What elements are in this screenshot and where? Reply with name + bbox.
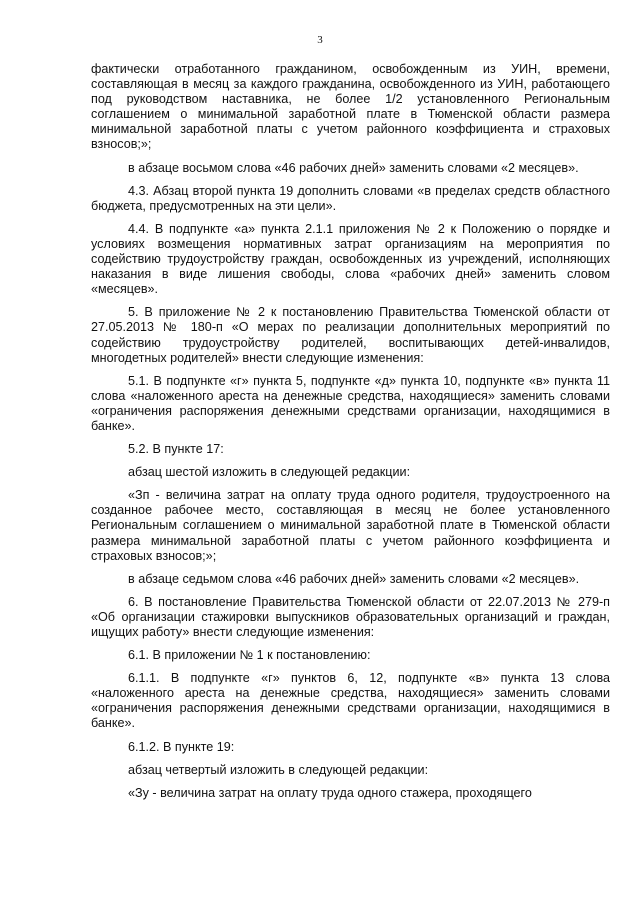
- paragraph-5: 5. В приложение № 2 к постановлению Правительства Тюменской области от 27.05.2013 № 180-п «О мерах по реализации дополнительных мероприятий по содействию трудоустройству родителей, воспитывающих детей-инвалидов, многодетных родителей» внести следующие изменения:: [91, 305, 610, 365]
- paragraph-5-1: 5.1. В подпункте «г» пункта 5, подпункте «д» пункта 10, подпункте «в» пункта 11 слова «наложенного ареста на денежные средства, находящиеся» заменить словами «ограничения распоряжения денежными средствами организации, находящимися в банке».: [91, 373, 610, 433]
- paragraph-6-1-1: 6.1.1. В подпункте «г» пунктов 6, 12, подпункте «в» пункта 13 слова «наложенного ареста на денежные средства, находящиеся» заменить словами «ограничения распоряжения денежными средствами организации, находящимися в банке».: [91, 671, 610, 731]
- paragraph: абзац шестой изложить в следующей редакции:: [128, 465, 411, 480]
- paragraph-continuation: фактически отработанного гражданином, освобожденным из УИН, времени, составляющая в месяц за каждого гражданина, освобожденного из УИН, работающего под руководством наставника, не более 1/2 установленного Региональным соглашением о минимальной заработной плате в Тюменской области размера минимальной заработной платы с учетом районного коэффициента и страховых взносов;»;: [91, 62, 610, 152]
- page-number: 3: [317, 34, 323, 46]
- paragraph: в абзаце седьмом слова «46 рабочих дней» заменить словами «2 месяцев».: [128, 571, 580, 586]
- paragraph: в абзаце восьмом слова «46 рабочих дней» заменить словами «2 месяцев».: [128, 160, 579, 175]
- paragraph: абзац четвертый изложить в следующей редакции:: [128, 762, 429, 777]
- paragraph-6: 6. В постановление Правительства Тюменской области от 22.07.2013 № 279-п «Об организации стажировки выпускников образовательных организаций и граждан, ищущих работу» внести следующие изменения:: [91, 594, 610, 639]
- paragraph-quote: «Зу - величина затрат на оплату труда одного стажера, проходящего: [128, 785, 532, 800]
- document-body: [91, 62, 610, 809]
- paragraph-6-1: 6.1. В приложении № 1 к постановлению:: [128, 648, 371, 663]
- paragraph-5-2: 5.2. В пункте 17:: [128, 442, 224, 457]
- paragraph-4-4: 4.4. В подпункте «а» пункта 2.1.1 приложения № 2 к Положению о порядке и условиях возмещения нормативных затрат организациям на мероприятия по содействию трудоустройству граждан, освобожденных из учреждений, исполняющих наказания в виде лишения свободы, слова «рабочих дней» заменить словом «месяцев».: [91, 221, 610, 297]
- paragraph-6-1-2: 6.1.2. В пункте 19:: [128, 739, 235, 754]
- paragraph-quote: «Зп - величина затрат на оплату труда одного родителя, трудоустроенного на созданное рабочее место, составляющая в месяц не более установленного Региональным соглашением о минимальной заработной плате в Тюменской области размера минимальной заработной платы с учетом районного коэффициента и страховых взносов;»;: [91, 488, 610, 563]
- paragraph-4-3: 4.3. Абзац второй пункта 19 дополнить словами «в пределах средств областного бюджета, предусмотренных на эти цели».: [91, 183, 610, 213]
